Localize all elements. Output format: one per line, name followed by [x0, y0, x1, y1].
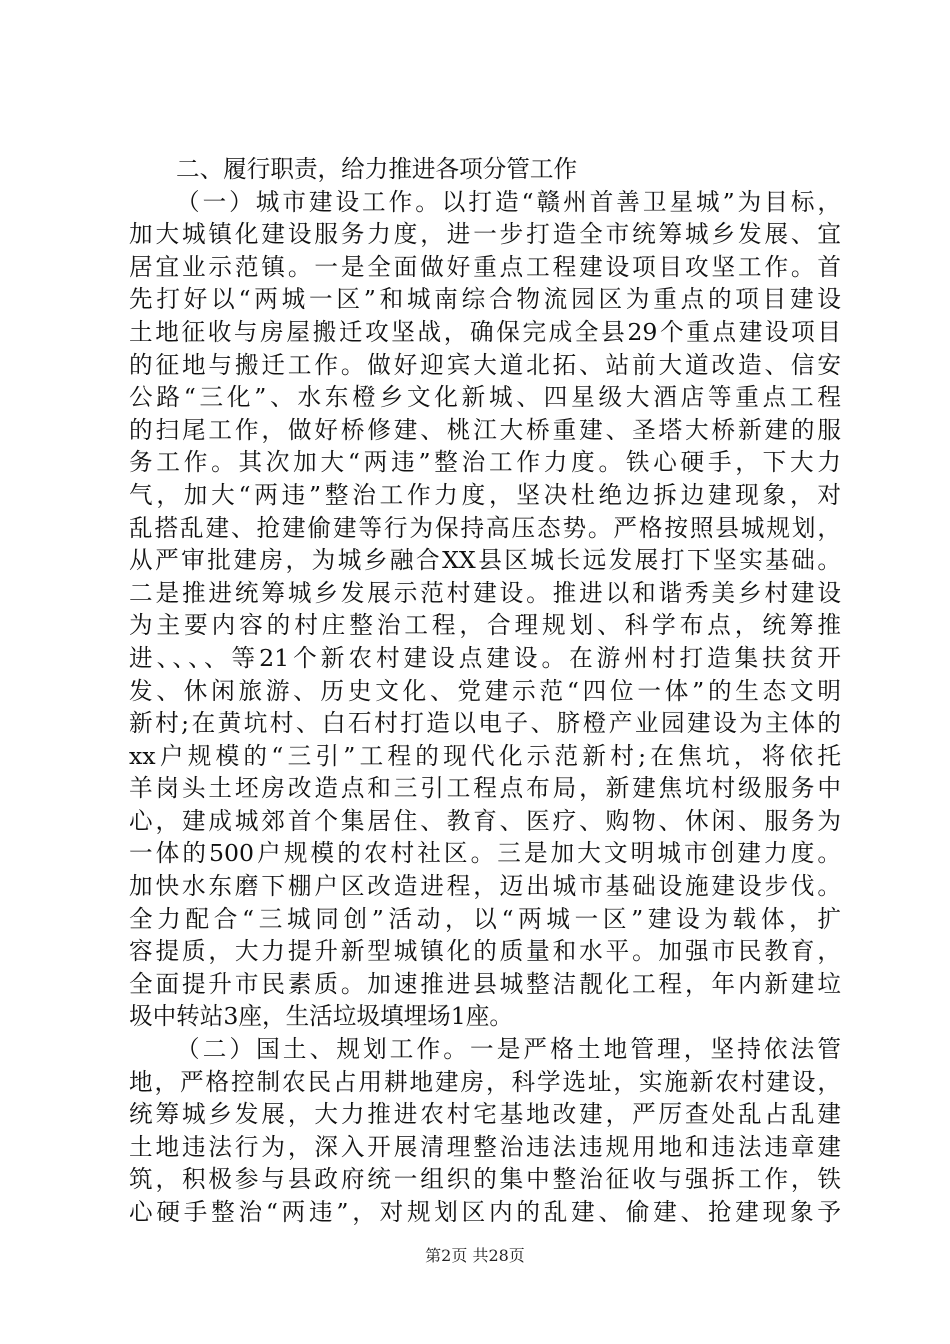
paragraph-line: 土地违法行为，深入开展清理整治违法违规用地和违法违章建: [129, 1132, 841, 1161]
paragraph-line: xx户规模的“三引”工程的现代化示范新村;在焦坑，将依托: [129, 741, 841, 770]
paragraph-line: 发、休闲旅游、历史文化、党建示范“四位一体”的生态文明: [129, 676, 841, 705]
paragraph-line: （一）城市建设工作。以打造“赣州首善卫星城”为目标，: [176, 187, 841, 216]
paragraph-line: 新村;在黄坑村、白石村打造以电子、脐橙产业园建设为主体的: [129, 709, 841, 738]
paragraph-line: 加快水东磨下棚户区改造进程，迈出城市基础设施建设步伐。: [129, 872, 841, 901]
paragraph-line: 容提质，大力提升新型城镇化的质量和水平。加强市民教育，: [129, 937, 841, 966]
paragraph-line: 气，加大“两违”整治工作力度，坚决杜绝边拆边建现象，对: [129, 480, 841, 509]
paragraph-line: 为主要内容的村庄整治工程，合理规划、科学布点，统筹推: [129, 611, 841, 640]
paragraph-line: 乱搭乱建、抢建偷建等行为保持高压态势。严格按照县城规划，: [129, 513, 841, 542]
paragraph-line: 先打好以“两城一区”和城南综合物流园区为重点的项目建设: [129, 285, 841, 314]
paragraph-line: 居宜业示范镇。一是全面做好重点工程建设项目攻坚工作。首: [129, 252, 841, 281]
paragraph-line: 心，建成城郊首个集居住、教育、医疗、购物、休闲、服务为: [129, 806, 841, 835]
paragraph-line: 从严审批建房，为城乡融合XX县区城长远发展打下坚实基础。: [129, 546, 841, 575]
paragraph-line: 筑，积极参与县政府统一组织的集中整治征收与强拆工作，铁: [129, 1165, 841, 1194]
paragraph-line: 土地征收与房屋搬迁攻坚战，确保完成全县29个重点建设项目: [129, 317, 841, 346]
paragraph-line: 二是推进统筹城乡发展示范村建设。推进以和谐秀美乡村建设: [129, 578, 841, 607]
paragraph-line: 一体的500户规模的农村社区。三是加大文明城市创建力度。: [129, 839, 841, 868]
paragraph-line: 加大城镇化建设服务力度，进一步打造全市统筹城乡发展、宜: [129, 220, 841, 249]
section-heading: 二、履行职责，给力推进各项分管工作: [176, 155, 578, 183]
paragraph-line: （二）国土、规划工作。一是严格土地管理，坚持依法管: [176, 1035, 841, 1064]
document-body: [129, 153, 841, 1229]
paragraph-line: 地，严格控制农民占用耕地建房，科学选址，实施新农村建设，: [129, 1067, 841, 1096]
paragraph-line: 羊岗头土坯房改造点和三引工程点布局，新建焦坑村级服务中: [129, 774, 841, 803]
paragraph-line: 全面提升市民素质。加速推进县城整洁靓化工程，年内新建垃: [129, 969, 841, 998]
paragraph-line: 全力配合“三城同创”活动，以“两城一区”建设为载体，扩: [129, 904, 841, 933]
paragraph-line: 统筹城乡发展，大力推进农村宅基地改建，严厉查处乱占乱建: [129, 1100, 841, 1129]
page-number-footer: 第2页 共28页: [425, 1246, 525, 1265]
paragraph-line: 务工作。其次加大“两违”整治工作力度。铁心硬手，下大力: [129, 448, 841, 477]
paragraph-line: 心硬手整治“两违”，对规划区内的乱建、偷建、抢建现象予: [129, 1198, 841, 1226]
paragraph-line: 圾中转站3座，生活垃圾填埋场1座。: [129, 1002, 513, 1031]
paragraph-line: 的征地与搬迁工作。做好迎宾大道北拓、站前大道改造、信安: [129, 350, 841, 379]
paragraph-line: 的扫尾工作，做好桥修建、桃江大桥重建、圣塔大桥新建的服: [129, 415, 841, 444]
paragraph-line: 公路“三化”、水东橙乡文化新城、四星级大酒店等重点工程: [129, 383, 841, 412]
paragraph-line: 进、、、、等21个新农村建设点建设。在游州村打造集扶贫开: [129, 643, 841, 672]
